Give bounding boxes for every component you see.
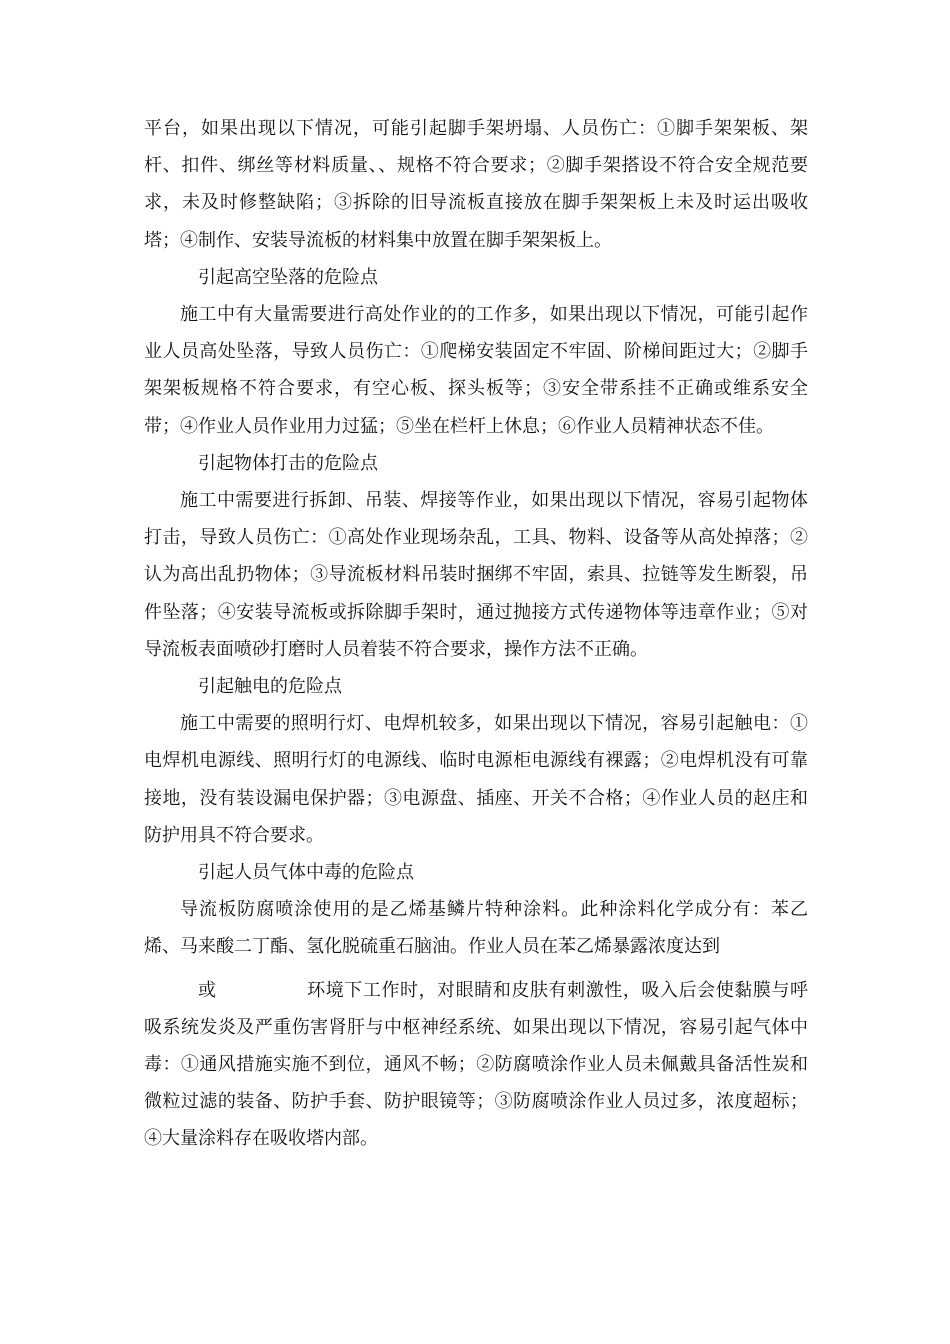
heading-electric-shock: 引起触电的危险点 xyxy=(198,676,342,698)
paragraph-gas-poisoning-part2 xyxy=(144,972,808,1158)
paragraph-gas-poisoning-rest: 环境下工作时，对眼睛和皮肤有刺激性，吸入后会使黏膜与呼吸系统发炎及严重伤害肾肝与中枢神经系统、如果出现以下情况，容易引起气体中毒：①通风措施实施不到位，通风不畅；②防腐喷涂作业人员未佩戴具备活性炭和微粒过滤的装备、防护手套、防护眼镜等；③防腐喷涂作业人员过多，浓度超标；④大量涂料存在吸收塔内部。 xyxy=(144,979,809,1150)
paragraph-object-strike: 施工中需要进行拆卸、吊装、焊接等作业，如果出现以下情况，容易引起物体打击，导致人员伤亡：①高处作业现场杂乱，工具、物料、设备等从高处掉落；②认为高出乱扔物体；③导流板材料吊装时捆绑不牢固，索具、拉链等发生断裂，吊件坠落；④安装导流板或拆除脚手架时，通过抛接方式传递物体等违章作业；⑤对导流板表面喷砂打磨时人员着装不符合要求，操作方法不正确。 xyxy=(144,490,808,660)
heading-fall-from-height: 引起高空坠落的危险点 xyxy=(198,266,378,288)
heading-object-strike: 引起物体打击的危险点 xyxy=(198,452,378,474)
paragraph-electric-shock: 施工中需要的照明行灯、电焊机较多，如果出现以下情况，容易引起触电：①电焊机电源线、照明行灯的电源线、临时电源柜电源线有裸露；②电焊机没有可靠接地，没有装设漏电保护器；③电源盘、插座、开关不合格；④作业人员的赵庄和防护用具不符合要求。 xyxy=(144,713,808,846)
paragraph-fall-from-height: 施工中有大量需要进行高处作业的的工作多，如果出现以下情况，可能引起作业人员高处坠落，导致人员伤亡：①爬梯安装固定不牢固、阶梯间距过大；②脚手架架板规格不符合要求，有空心板、探头板等；③安全带系挂不正确或维系安全带；④作业人员作业用力过猛；⑤坐在栏杆上休息；⑥作业人员精神状态不佳。 xyxy=(144,304,808,437)
heading-gas-poisoning: 引起人员气体中毒的危险点 xyxy=(198,862,414,884)
paragraph-gas-poisoning-part1: 导流板防腐喷涂使用的是乙烯基鳞片特种涂料。此种涂料化学成分有：苯乙烯、马来酸二丁酯、氢化脱硫重石脑油。作业人员在苯乙烯暴露浓度达到 xyxy=(144,899,808,958)
paragraph-scaffold-collapse: 平台，如果出现以下情况，可能引起脚手架坍塌、人员伤亡：①脚手架架板、架杆、扣件、绑丝等材料质量、、规格不符合要求；②脚手架搭设不符合安全规范要求，未及时修整缺陷；③拆除的旧导流板直接放在脚手架架板上未及时运出吸收塔；④制作、安装导流板的材料集中放置在脚手架架板上。 xyxy=(144,118,808,251)
conjunction-or: 或 xyxy=(198,979,217,1001)
document-page xyxy=(144,110,808,1158)
